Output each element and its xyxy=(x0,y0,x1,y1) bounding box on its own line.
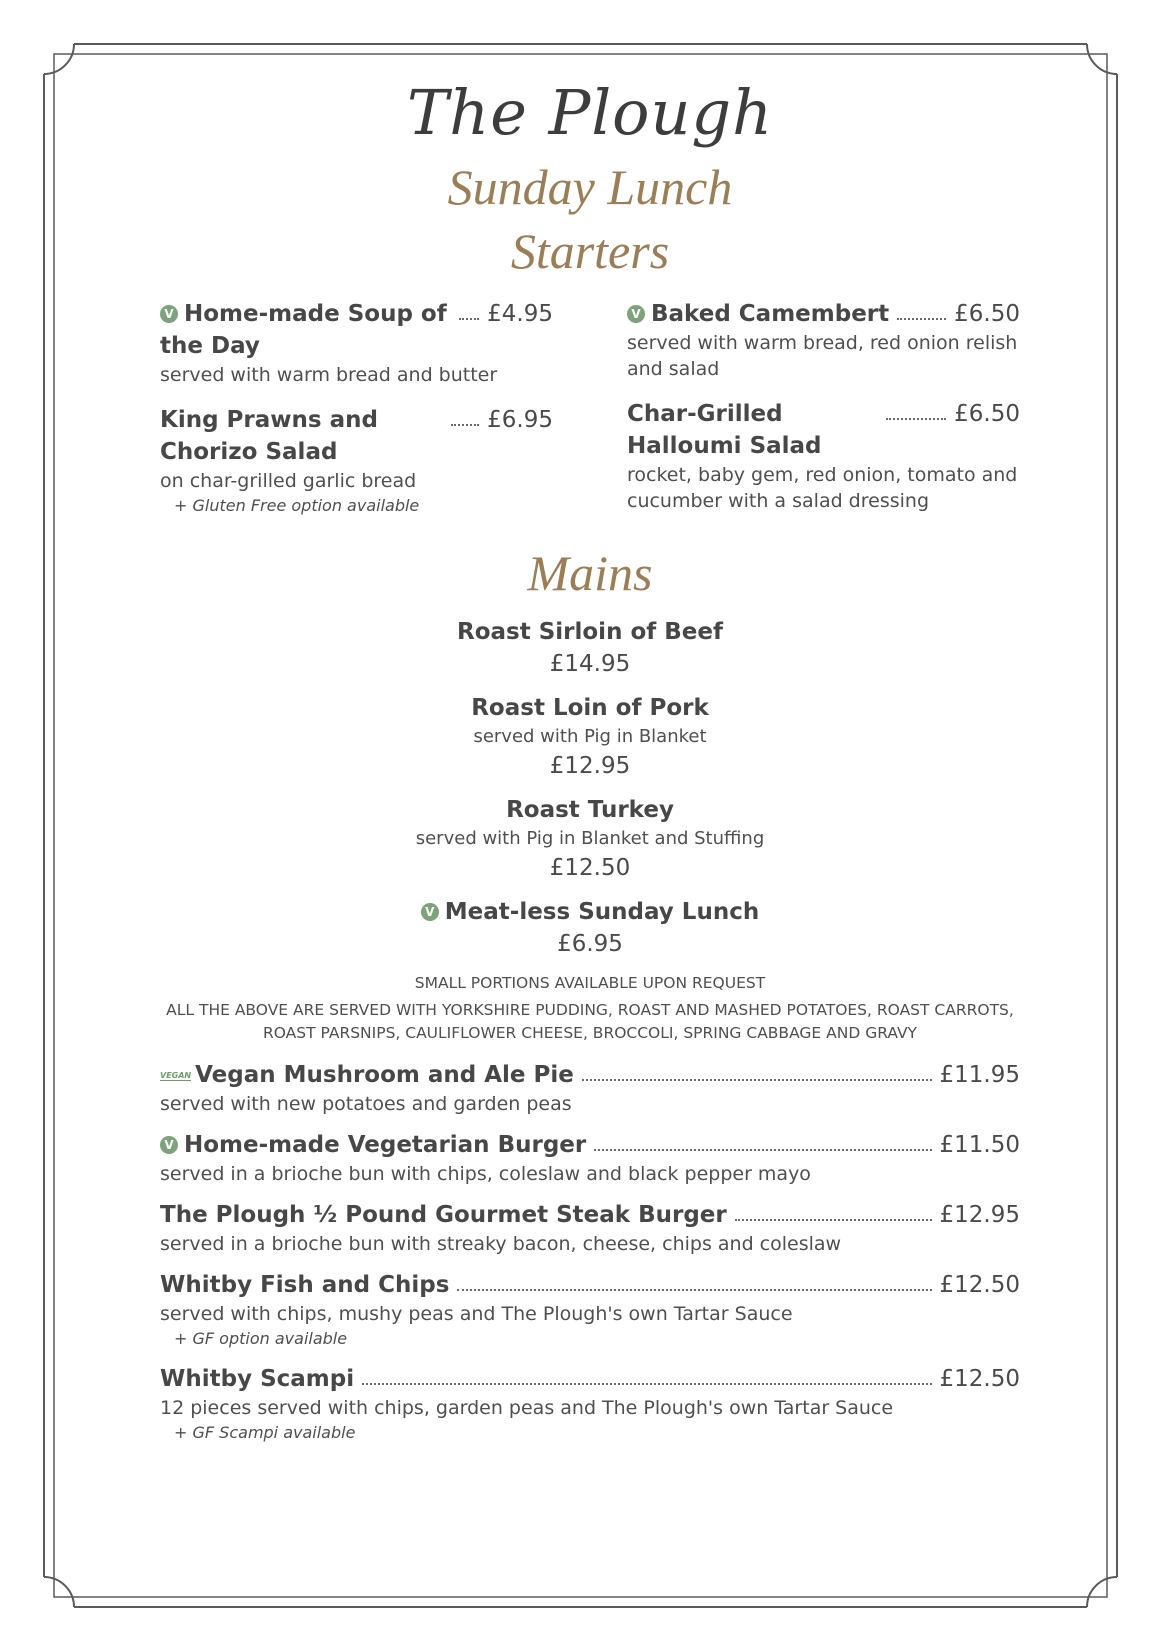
item-name: Vegan Mushroom and Ale Pie xyxy=(195,1062,574,1088)
restaurant-name: The Plough xyxy=(406,76,774,149)
served-with-notice: ALL THE ABOVE ARE SERVED WITH YORKSHIRE PUDDING, ROAST AND MASHED POTATOES, ROAST CARROTS, ROAST PARSNIPS, CAULIFLOWER CHEESE, BROCCOLI, SPRING CABBAGE AND GRAVY xyxy=(166,1001,1014,1042)
item-description: served with new potatoes and garden peas xyxy=(160,1093,572,1115)
item-description: served with warm bread, red onion relish and salad xyxy=(627,332,1018,380)
roast-item xyxy=(160,616,1020,680)
item-price: £6.50 xyxy=(954,401,1020,427)
item-description: rocket, baby gem, red onion, tomato and cucumber with a salad dressing xyxy=(627,464,1018,512)
item-price: £6.50 xyxy=(954,301,1020,327)
item-description: served in a brioche bun with streaky bacon, cheese, chips and coleslaw xyxy=(160,1233,842,1255)
vegetarian-icon: V xyxy=(627,305,645,323)
vegetarian-icon: V xyxy=(160,305,178,323)
item-note: + GF option available xyxy=(174,1329,348,1348)
item-price: £14.95 xyxy=(549,651,631,677)
vegetarian-icon: V xyxy=(421,903,439,921)
dot-leader xyxy=(897,298,946,320)
item-price: £6.95 xyxy=(557,931,623,957)
vegan-icon: VEGAN xyxy=(160,1071,192,1080)
mains-list xyxy=(160,1059,1020,1445)
item-description: served with warm bread and butter xyxy=(160,364,498,386)
item-price: £12.50 xyxy=(549,855,631,881)
item-name: The Plough ½ Pound Gourmet Steak Burger xyxy=(160,1202,727,1228)
starter-item xyxy=(160,404,553,518)
item-price: £12.95 xyxy=(939,1202,1020,1228)
main-item xyxy=(160,1269,1020,1351)
item-price: £11.50 xyxy=(939,1132,1020,1158)
item-description: on char-grilled garlic bread xyxy=(160,470,417,492)
item-price: £4.95 xyxy=(487,301,553,327)
roast-item xyxy=(160,692,1020,782)
item-name: Roast Loin of Pork xyxy=(471,695,709,721)
item-price: £12.95 xyxy=(549,753,631,779)
item-price: £11.95 xyxy=(939,1062,1020,1088)
dot-leader xyxy=(362,1363,931,1385)
starters-right-column xyxy=(627,298,1020,534)
item-description: served with Pig in Blanket and Stuffing xyxy=(415,828,765,849)
item-name: Meat-less Sunday Lunch xyxy=(444,899,760,925)
main-item xyxy=(160,1363,1020,1445)
roasts-section xyxy=(160,616,1020,1045)
small-portions-notice: SMALL PORTIONS AVAILABLE UPON REQUEST xyxy=(414,974,766,992)
item-name: Roast Turkey xyxy=(506,797,674,823)
menu-page xyxy=(160,70,1020,1457)
item-price: £12.50 xyxy=(939,1366,1020,1392)
starters-left-column xyxy=(160,298,553,534)
dot-leader xyxy=(735,1199,932,1221)
starters-section xyxy=(160,298,1020,534)
vegetarian-icon: V xyxy=(160,1136,178,1154)
item-description: served in a brioche bun with chips, coleslaw and black pepper mayo xyxy=(160,1163,811,1185)
item-name: Home-made Soup of the Day xyxy=(160,301,447,359)
item-description: served with chips, mushy peas and The Plough's own Tartar Sauce xyxy=(160,1303,793,1325)
dot-leader xyxy=(459,298,479,320)
item-description: served with Pig in Blanket xyxy=(473,726,707,747)
dot-leader xyxy=(457,1269,931,1291)
item-name: Baked Camembert xyxy=(651,301,890,327)
item-name: Whitby Scampi xyxy=(160,1366,355,1392)
item-name: Whitby Fish and Chips xyxy=(160,1272,450,1298)
main-item xyxy=(160,1059,1020,1117)
starter-item xyxy=(160,298,553,388)
roast-item xyxy=(160,794,1020,884)
dot-leader xyxy=(886,398,946,420)
dot-leader xyxy=(451,404,479,426)
dot-leader xyxy=(582,1059,932,1081)
dot-leader xyxy=(594,1129,931,1151)
item-name: King Prawns and Chorizo Salad xyxy=(160,407,378,465)
main-item xyxy=(160,1199,1020,1257)
item-price: £6.95 xyxy=(487,407,553,433)
starter-item xyxy=(627,398,1020,514)
item-price: £12.50 xyxy=(939,1272,1020,1298)
item-name: Home-made Vegetarian Burger xyxy=(184,1132,587,1158)
main-item xyxy=(160,1129,1020,1187)
menu-title: Sunday Lunch xyxy=(447,159,733,215)
item-name: Char-Grilled Halloumi Salad xyxy=(627,401,822,459)
item-note: + GF Scampi available xyxy=(174,1423,356,1442)
item-name: Roast Sirloin of Beef xyxy=(456,619,724,645)
starter-item xyxy=(627,298,1020,382)
item-note: + Gluten Free option available xyxy=(174,496,420,515)
item-description: 12 pieces served with chips, garden peas and The Plough's own Tartar Sauce xyxy=(160,1397,894,1419)
mains-heading: Mains xyxy=(527,545,653,601)
roast-item xyxy=(160,896,1020,960)
starters-heading: Starters xyxy=(510,223,670,279)
